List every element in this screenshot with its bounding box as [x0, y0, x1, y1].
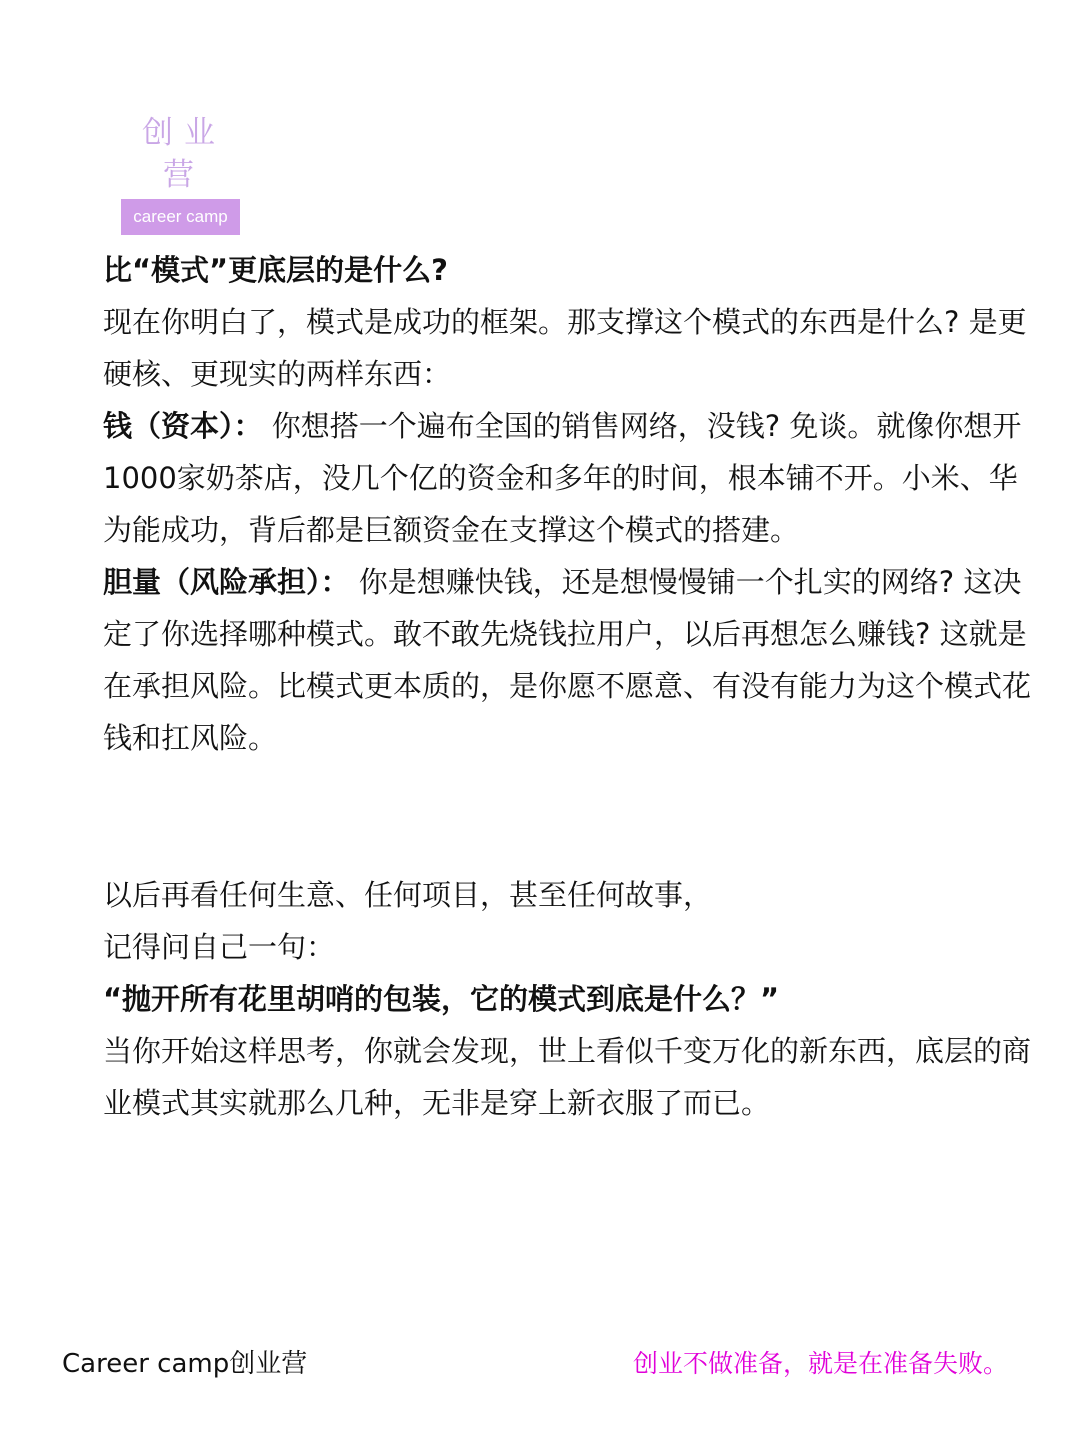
footer-brand: Career camp创业营	[62, 1349, 308, 1379]
key-question-quote: “抛开所有花里胡哨的包装，它的模式到底是什么？”	[103, 982, 780, 1016]
reflection-line-1: 以后再看任何生意、任何项目，甚至任何故事，	[103, 878, 713, 912]
brand-logo	[121, 112, 241, 235]
logo-chinese-text: 创业营	[142, 115, 226, 193]
section-heading: 比“模式”更底层的是什么?	[103, 253, 448, 287]
section-spacer	[103, 764, 1033, 869]
item-courage-text: 你是想赚快钱，还是想慢慢铺一个扎实的网络? 这决定了你选择哪种模式。敢不敢先烧钱拉用户，以后再想怎么赚钱? 这就是在承担风险。比模式更本质的，是你愿不愿意、有没有能力为这个模式花钱和扛风险。	[103, 565, 1032, 755]
item-capital	[103, 400, 1033, 556]
item-courage	[103, 556, 1033, 764]
intro-paragraph: 现在你明白了，模式是成功的框架。那支撑这个模式的东西是什么? 是更硬核、更现实的两样东西：	[103, 305, 1027, 391]
footer-slogan: 创业不做准备，就是在准备失败。	[632, 1349, 1008, 1378]
reflection-line-2: 记得问自己一句：	[103, 930, 336, 964]
article-body	[103, 244, 1033, 1129]
item-capital-label: 钱（资本）：	[103, 409, 263, 443]
conclusion-paragraph: 当你开始这样思考，你就会发现，世上看似千变万化的新东西，底层的商业模式其实就那么几种，无非是穿上新衣服了而已。	[103, 1034, 1032, 1120]
logo-english-badge: career camp	[121, 199, 240, 235]
item-capital-text: 你想搭一个遍布全国的销售网络，没钱? 免谈。就像你想开1000家奶茶店，没几个亿的资金和多年的时间，根本铺不开。小米、华为能成功，背后都是巨额资金在支撑这个模式的搭建。	[103, 409, 1022, 547]
item-courage-label: 胆量（风险承担）：	[103, 565, 350, 599]
